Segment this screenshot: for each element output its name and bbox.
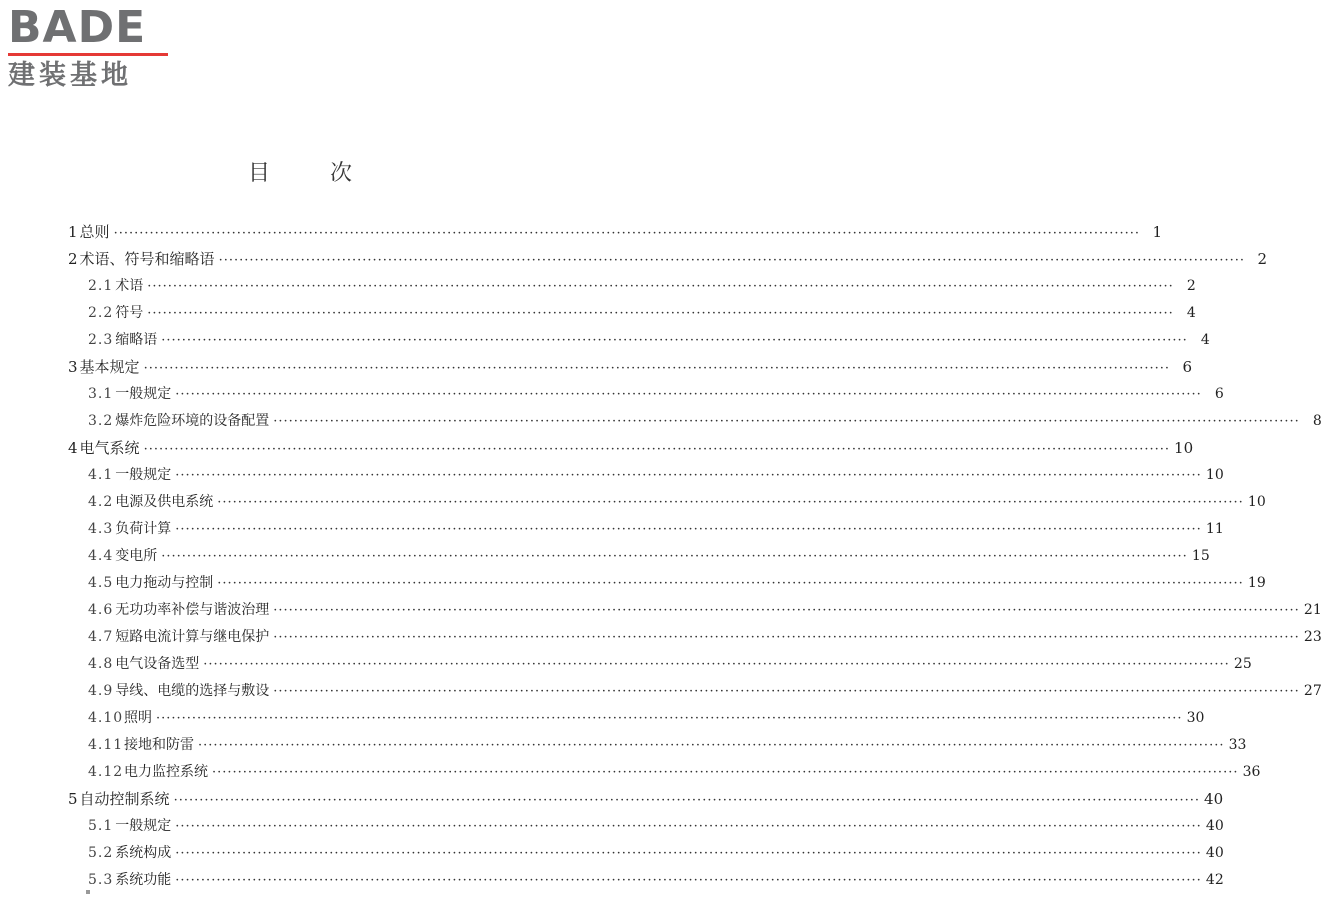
toc-leader-dots: ········································································································································································································ xyxy=(218,253,1246,268)
toc-entry-page: 25 xyxy=(1233,656,1252,672)
toc-leader-dots: ········································································································································································································ xyxy=(161,333,1188,348)
toc-leader-dots: ········································································································································································································ xyxy=(175,819,1202,834)
toc-entry-page: 40 xyxy=(1204,790,1224,808)
toc-leader-dots: ········································································································································································································ xyxy=(143,442,1171,457)
logo-brand: BADE xyxy=(8,2,147,53)
toc-entry-page: 21 xyxy=(1303,602,1322,618)
toc-entry-number: 4.11 xyxy=(88,737,124,753)
toc-entry-page: 40 xyxy=(1205,818,1224,834)
toc-entry-number: 3.2 xyxy=(88,413,114,429)
toc-leader-dots: ········································································································································································································ xyxy=(147,306,1174,321)
logo-subtitle: 建装基地 xyxy=(8,60,132,91)
toc-entry-number: 2.3 xyxy=(88,332,114,348)
toc-leader-dots: ········································································································································································································ xyxy=(273,630,1300,645)
toc-entry-page: 10 xyxy=(1174,439,1194,457)
toc-entry-page: 27 xyxy=(1303,683,1322,699)
toc-leader-dots: ········································································································································································································ xyxy=(175,468,1202,483)
toc-entry-number: 4.4 xyxy=(88,548,114,564)
toc-entry-page: 1 xyxy=(1152,223,1163,241)
toc-entry-title: 系统构成 xyxy=(115,845,172,861)
toc-entry-page: 10 xyxy=(1205,467,1224,483)
toc-leader-dots: ········································································································································································································ xyxy=(273,684,1300,699)
toc-leader-dots: ········································································································································································································ xyxy=(273,414,1300,429)
toc-entry[interactable] xyxy=(68,572,1266,599)
toc-entry[interactable] xyxy=(68,356,1193,383)
scan-mark xyxy=(86,890,90,894)
toc-entry-number: 4.1 xyxy=(88,467,114,483)
toc-entry[interactable] xyxy=(68,410,1322,437)
toc-leader-dots: ········································································································································································································ xyxy=(203,657,1230,672)
toc-entry-page: 15 xyxy=(1191,548,1210,564)
bade-logo xyxy=(8,4,178,94)
toc-entry-page: 11 xyxy=(1205,521,1224,537)
toc-entry-number: 4.2 xyxy=(88,494,114,510)
toc-entry-page: 42 xyxy=(1205,872,1224,888)
toc-entry[interactable] xyxy=(68,302,1196,329)
toc-entry-page: 10 xyxy=(1247,494,1266,510)
toc-entry[interactable] xyxy=(68,734,1247,761)
toc-entry-page: 2 xyxy=(1186,278,1196,294)
toc-leader-dots: ········································································································································································································ xyxy=(217,495,1244,510)
toc-leader-dots: ········································································································································································································ xyxy=(147,279,1174,294)
toc-entry-number: 4.10 xyxy=(88,710,124,726)
toc-entry-number: 2.1 xyxy=(88,278,114,294)
toc-leader-dots: ········································································································································································································ xyxy=(175,873,1202,888)
toc-entry-page: 23 xyxy=(1303,629,1322,645)
toc-entry[interactable] xyxy=(68,653,1252,680)
toc-entry-title: 一般规定 xyxy=(115,386,172,402)
toc-entry-page: 6 xyxy=(1214,386,1224,402)
toc-entry-page: 40 xyxy=(1205,845,1224,861)
toc-entry-title: 电气设备选型 xyxy=(115,656,200,672)
toc-entry-number: 4 xyxy=(68,439,78,457)
toc-entry-number: 5 xyxy=(68,790,78,808)
toc-leader-dots: ········································································································································································································ xyxy=(175,846,1202,861)
toc-entry-title: 基本规定 xyxy=(79,358,140,376)
toc-leader-dots: ········································································································································································································ xyxy=(173,793,1201,808)
toc-entry-title: 缩略语 xyxy=(115,332,158,348)
toc-entry-title: 符号 xyxy=(115,305,144,321)
toc-entry[interactable] xyxy=(68,275,1196,302)
toc-leader-dots: ········································································································································································································ xyxy=(113,226,1141,241)
toc-leader-dots: ········································································································································································································ xyxy=(212,765,1239,780)
toc-entry-title: 变电所 xyxy=(115,548,158,564)
toc-entry[interactable] xyxy=(68,707,1205,734)
toc-entry[interactable] xyxy=(68,869,1224,896)
toc-entry-number: 4.3 xyxy=(88,521,114,537)
toc-entry-title: 自动控制系统 xyxy=(79,790,170,808)
toc-entry-page: 6 xyxy=(1182,358,1193,376)
toc-entry[interactable] xyxy=(68,842,1224,869)
toc-entry-number: 5.3 xyxy=(88,872,114,888)
toc-leader-dots: ········································································································································································································ xyxy=(175,522,1202,537)
toc-entry[interactable] xyxy=(68,815,1224,842)
toc-entry[interactable] xyxy=(68,437,1194,464)
toc-entry-title: 总则 xyxy=(79,223,110,241)
toc-entry[interactable] xyxy=(68,599,1322,626)
toc-entry-number: 4.5 xyxy=(88,575,114,591)
toc-entry-page: 4 xyxy=(1200,332,1210,348)
toc-entry-number: 3 xyxy=(68,358,78,376)
toc-entry-number: 4.8 xyxy=(88,656,114,672)
toc-entry-title: 短路电流计算与继电保护 xyxy=(115,629,270,645)
toc-leader-dots: ········································································································································································································ xyxy=(175,387,1202,402)
toc-leader-dots: ········································································································································································································ xyxy=(143,361,1171,376)
toc-entry-title: 电力监控系统 xyxy=(124,764,208,780)
toc-entry-number: 4.7 xyxy=(88,629,114,645)
toc-entry[interactable] xyxy=(68,761,1261,788)
toc-entry-title: 爆炸危险环境的设备配置 xyxy=(115,413,270,429)
table-of-contents xyxy=(68,221,1322,896)
toc-entry-page: 33 xyxy=(1228,737,1247,753)
toc-entry-title: 导线、电缆的选择与敷设 xyxy=(115,683,270,699)
toc-entry-page: 4 xyxy=(1186,305,1196,321)
toc-entry-title: 电力拖动与控制 xyxy=(115,575,214,591)
toc-leader-dots: ········································································································································································································ xyxy=(217,576,1244,591)
toc-entry[interactable] xyxy=(68,221,1163,248)
toc-entry[interactable] xyxy=(68,545,1210,572)
toc-entry[interactable] xyxy=(68,788,1224,815)
toc-entry-page: 19 xyxy=(1247,575,1266,591)
toc-entry[interactable] xyxy=(68,464,1224,491)
toc-entry-number: 3.1 xyxy=(88,386,114,402)
toc-entry-number: 4.9 xyxy=(88,683,114,699)
toc-entry-title: 一般规定 xyxy=(115,467,172,483)
toc-entry[interactable] xyxy=(68,248,1268,275)
toc-entry-title: 一般规定 xyxy=(115,818,172,834)
toc-entry-title: 系统功能 xyxy=(115,872,172,888)
toc-entry-page: 8 xyxy=(1312,413,1322,429)
toc-entry-title: 术语、符号和缩略语 xyxy=(79,250,215,268)
toc-entry[interactable] xyxy=(68,329,1210,356)
page-title: 目次 xyxy=(247,161,412,186)
toc-entry[interactable] xyxy=(68,491,1266,518)
toc-entry-title: 电源及供电系统 xyxy=(115,494,214,510)
toc-entry[interactable] xyxy=(68,518,1224,545)
toc-entry-number: 2.2 xyxy=(88,305,114,321)
toc-leader-dots: ········································································································································································································ xyxy=(156,711,1183,726)
toc-leader-dots: ········································································································································································································ xyxy=(198,738,1225,753)
toc-entry-number: 4.12 xyxy=(88,764,124,780)
toc-entry-title: 负荷计算 xyxy=(115,521,172,537)
toc-entry-title: 电气系统 xyxy=(79,439,140,457)
toc-entry-number: 5.1 xyxy=(88,818,114,834)
toc-entry-page: 2 xyxy=(1257,250,1268,268)
toc-entry[interactable] xyxy=(68,383,1224,410)
toc-entry-number: 4.6 xyxy=(88,602,114,618)
toc-entry-title: 术语 xyxy=(115,278,144,294)
toc-entry-title: 无功功率补偿与谐波治理 xyxy=(115,602,270,618)
toc-entry-title: 接地和防雷 xyxy=(124,737,194,753)
toc-entry-page: 36 xyxy=(1242,764,1261,780)
toc-entry-number: 2 xyxy=(68,250,78,268)
toc-entry-page: 30 xyxy=(1186,710,1205,726)
toc-entry-number: 1 xyxy=(68,223,78,241)
toc-leader-dots: ········································································································································································································ xyxy=(161,549,1188,564)
toc-leader-dots: ········································································································································································································ xyxy=(273,603,1300,618)
toc-entry[interactable] xyxy=(68,680,1322,707)
logo-divider xyxy=(8,53,168,56)
toc-entry-number: 5.2 xyxy=(88,845,114,861)
toc-entry[interactable] xyxy=(68,626,1322,653)
toc-entry-title: 照明 xyxy=(124,710,152,726)
